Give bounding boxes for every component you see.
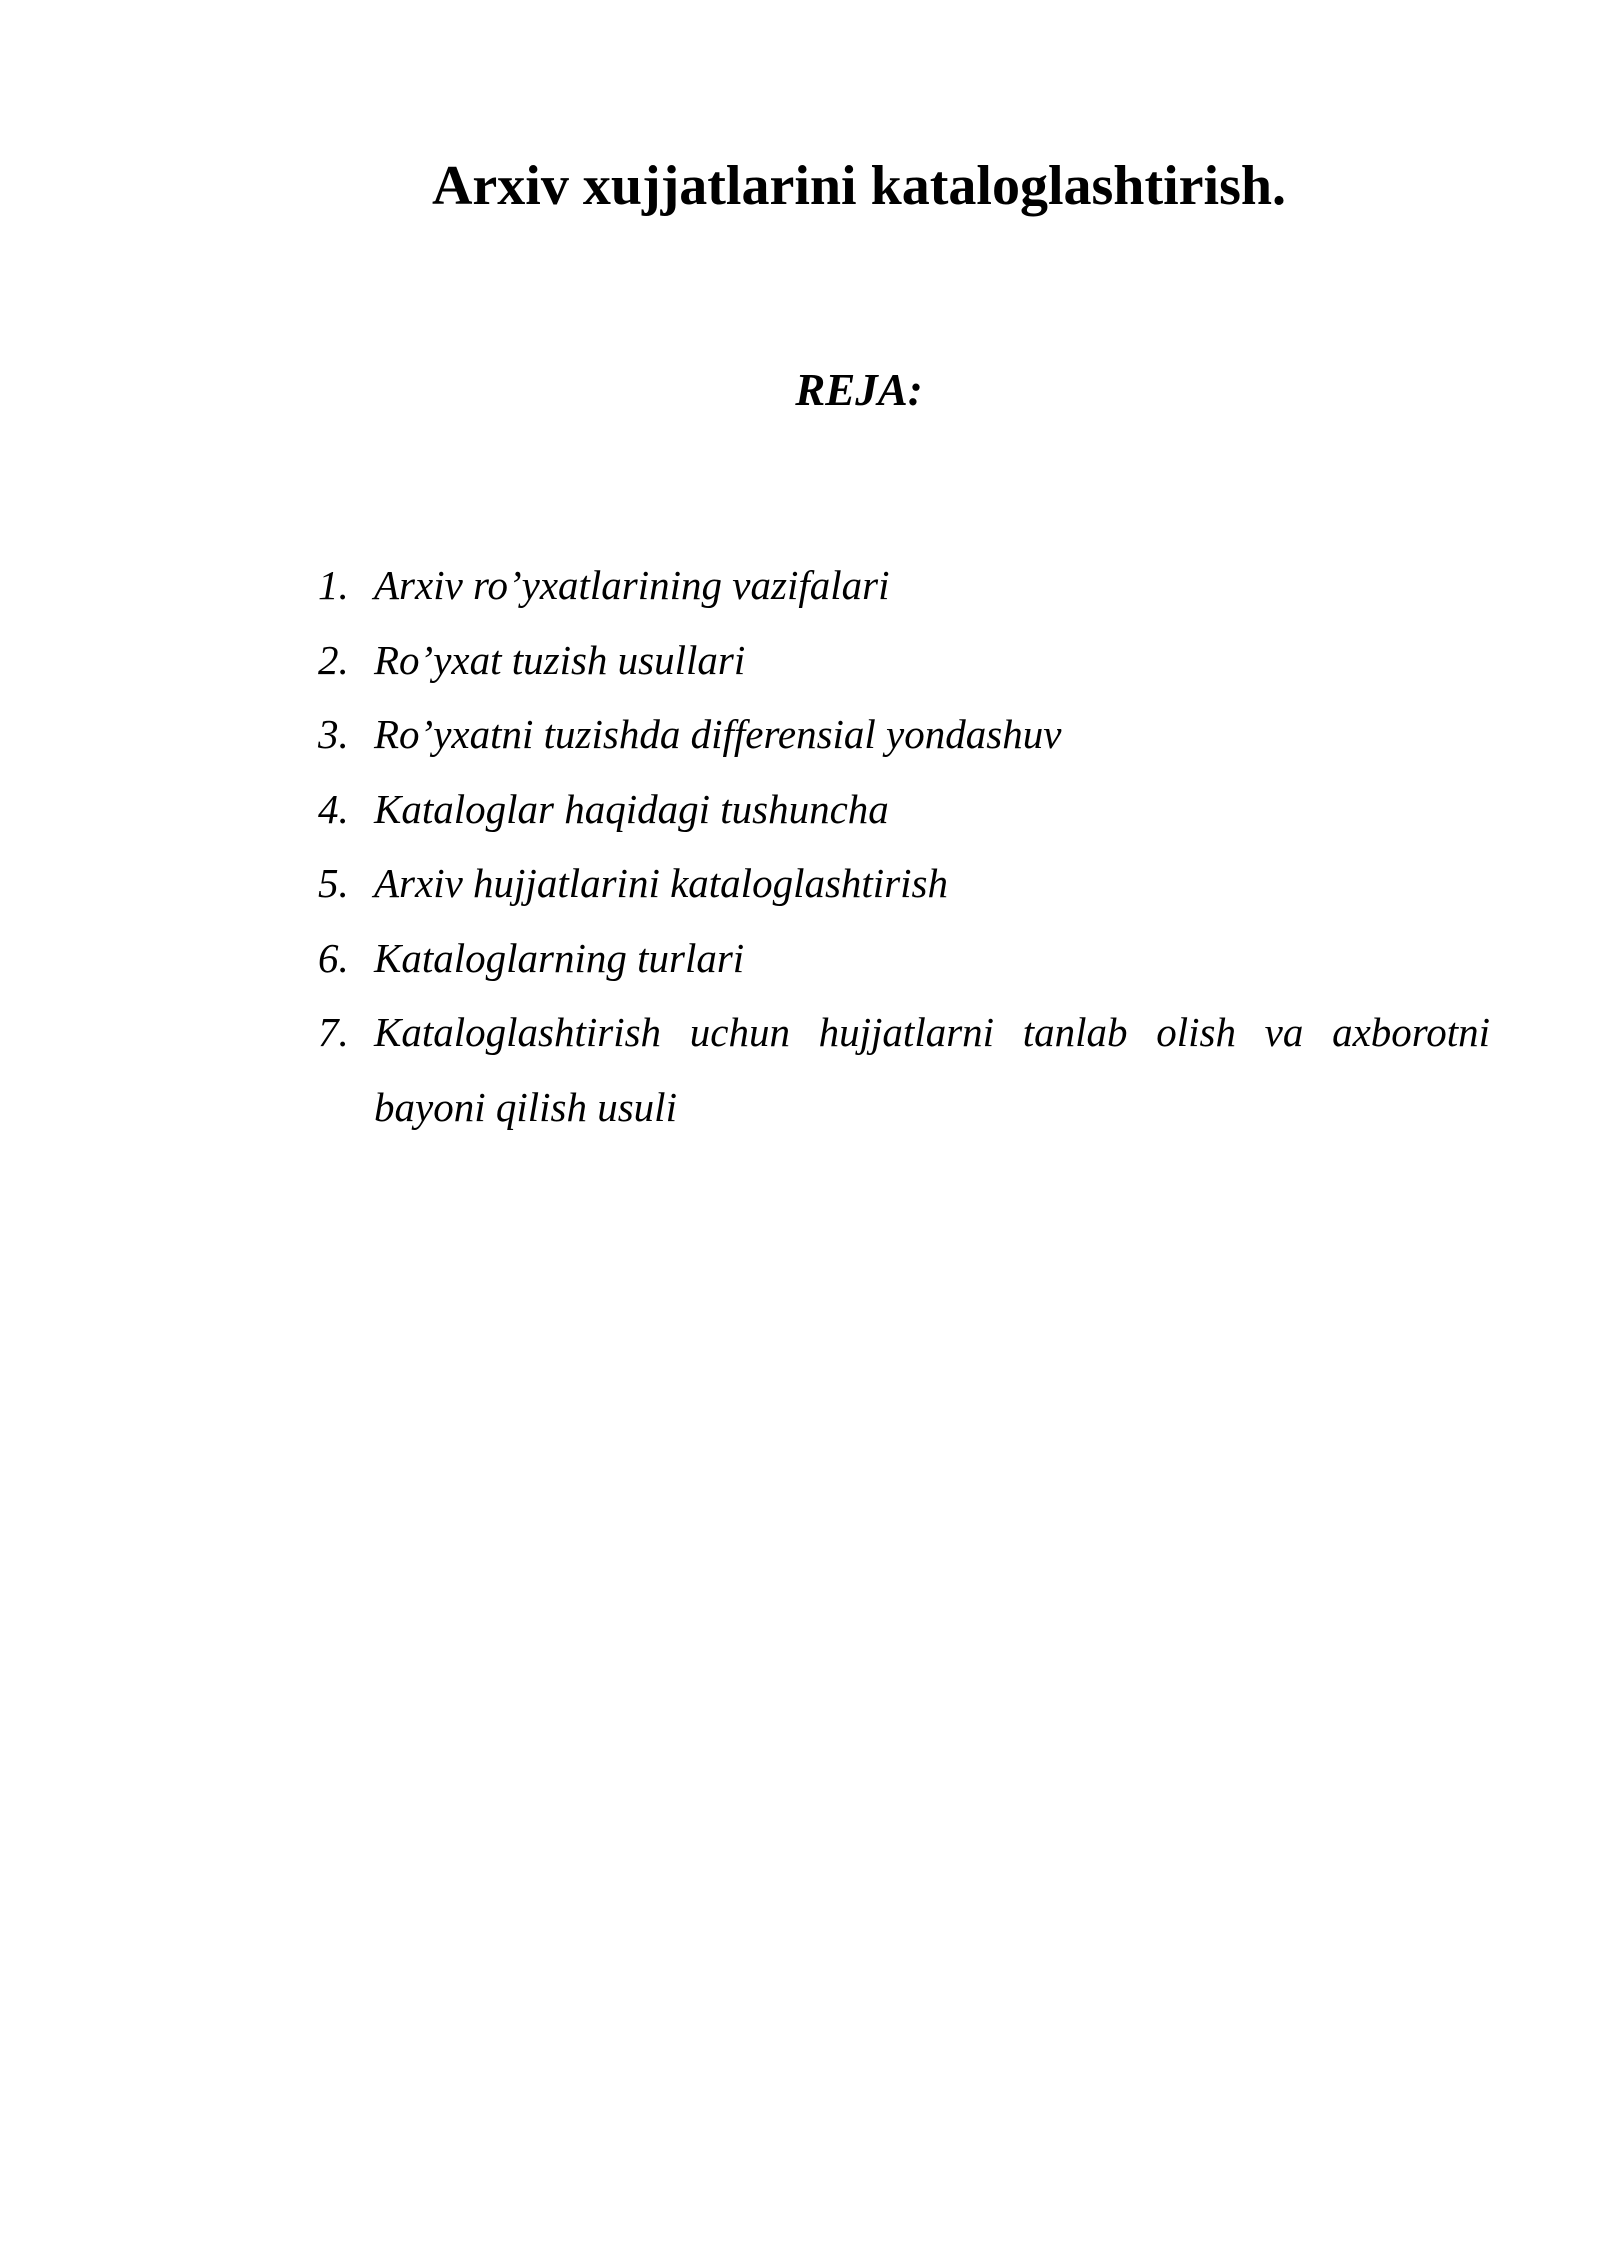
document-title: Arxiv xujjatlarini kataloglashtirish. [431, 155, 1287, 217]
plan-list-item [318, 921, 1490, 996]
plan-item-number: 2. [318, 636, 349, 683]
plan-list-item [318, 548, 1490, 623]
plan-list-item [318, 846, 1490, 921]
plan-item-number: 7. [318, 1009, 349, 1055]
plan-item-text: Ro’yxatni tuzishda differensial yondashuv [374, 711, 1062, 757]
plan-item-number: 3. [318, 711, 349, 757]
plan-item-number: 1. [318, 562, 349, 608]
plan-list-item [318, 995, 1490, 1144]
plan-item-text: Ro’yxat tuzish usullari [374, 636, 746, 683]
plan-list-item [318, 772, 1490, 847]
plan-item-number: 4. [318, 785, 349, 832]
plan-item-text: Kataloglashtirish uchun hujjatlarni tanlab olish va axborotni bayoni qilish usuli [374, 1009, 1490, 1130]
plan-heading: REJA: [795, 365, 923, 415]
plan-list-item [318, 623, 1490, 698]
plan-list-item [318, 697, 1490, 772]
plan-heading-container [0, 360, 1600, 420]
plan-item-text: Kataloglar haqidagi tushuncha [374, 785, 889, 832]
plan-list [318, 548, 1490, 1144]
title-container [0, 150, 1600, 222]
plan-item-text: Arxiv hujjatlarini kataloglashtirish [374, 860, 948, 906]
plan-item-number: 6. [318, 934, 349, 981]
plan-item-text: Kataloglarning turlari [374, 934, 745, 981]
plan-item-text: Arxiv ro’yxatlarining vazifalari [374, 562, 890, 608]
plan-item-number: 5. [318, 860, 349, 906]
